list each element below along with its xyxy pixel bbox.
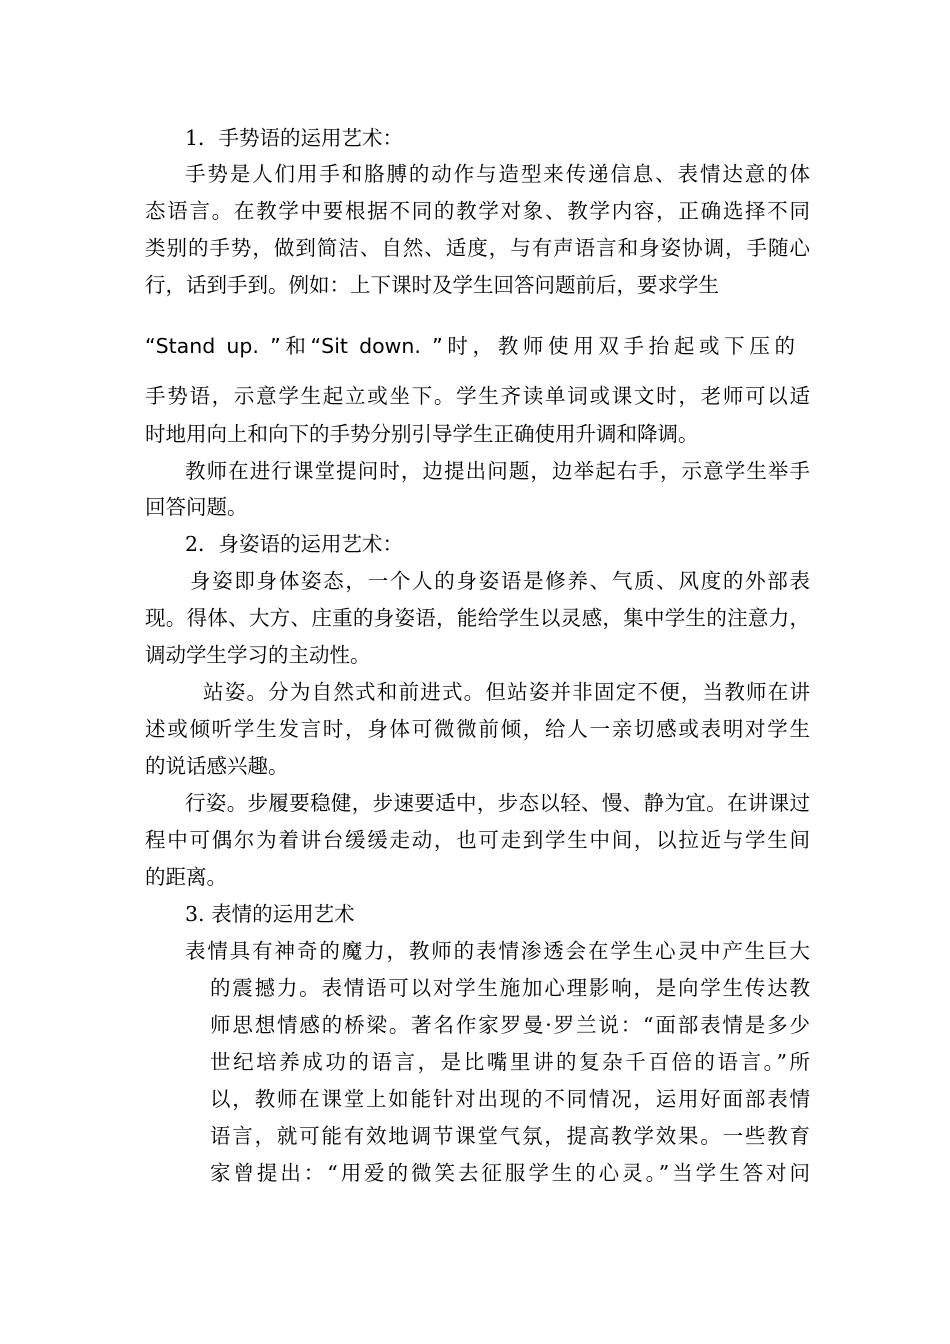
paragraph-line: 站姿。分为自然式和前进式。但站姿并非固定不便，当教师在讲 bbox=[203, 680, 810, 704]
paragraph-line: 的距离。 bbox=[145, 865, 227, 889]
paragraph-line: 时地用向上和向下的手势分别引导学生正确使用升调和降调。 bbox=[145, 422, 699, 446]
paragraph-line: 的震撼力。表情语可以对学生施加心理影响，是向学生传达教 bbox=[210, 976, 810, 1000]
section-heading-posture: 2．身姿语的运用艺术： bbox=[185, 532, 404, 556]
paragraph-line: 态语言。在教学中要根据不同的教学对象、教学内容，正确选择不同 bbox=[145, 199, 810, 223]
paragraph-line: 回答问题。 bbox=[145, 495, 248, 519]
paragraph-line: 教师在进行课堂提问时，边提出问题，边举起右手，示意学生举手 bbox=[185, 459, 810, 483]
paragraph-line: 手势是人们用手和胳膊的动作与造型来传递信息、表情达意的体 bbox=[185, 162, 810, 186]
paragraph-line: 类别的手势，做到简洁、自然、适度，与有声语言和身姿协调，手随心 bbox=[145, 236, 810, 260]
paragraph-line: 师思想情感的桥梁。著名作家罗曼·罗兰说：“面部表情是多少 bbox=[210, 1013, 810, 1037]
paragraph-line: 行姿。步履要稳健，步速要适中，步态以轻、慢、静为宜。在讲课过 bbox=[185, 791, 810, 815]
paragraph-line: 以，教师在课堂上如能针对出现的不同情况，运用好面部表情 bbox=[210, 1087, 810, 1111]
paragraph-line-english: “Stand up. ”和“Sit down. ”时，教师使用双手抬起或下压的 bbox=[145, 334, 795, 358]
paragraph-line: 家曾提出：“用爱的微笑去征服学生的心灵。”当学生答对问 bbox=[210, 1161, 810, 1185]
paragraph-line: 身姿即身体姿态，一个人的身姿语是修养、气质、风度的外部表 bbox=[190, 569, 810, 593]
section-heading-gestures: 1．手势语的运用艺术： bbox=[185, 126, 404, 150]
paragraph-line: 调动学生学习的主动性。 bbox=[145, 643, 371, 667]
paragraph-line: 行，话到手到。例如：上下课时及学生回答问题前后，要求学生 bbox=[145, 273, 719, 297]
paragraph-line: 现。得体、大方、庄重的身姿语，能给学生以灵感，集中学生的注意力， bbox=[145, 606, 810, 630]
paragraph-line: 述或倾听学生发言时，身体可微微前倾，给人一亲切感或表明对学生 bbox=[145, 717, 810, 741]
paragraph-line: 表情具有神奇的魔力，教师的表情渗透会在学生心灵中产生巨大 bbox=[185, 939, 810, 963]
paragraph-line: 的说话感兴趣。 bbox=[145, 754, 289, 778]
paragraph-line: 手势语，示意学生起立或坐下。学生齐读单词或课文时，老师可以适 bbox=[145, 384, 810, 408]
paragraph-line: 程中可偶尔为着讲台缓缓走动，也可走到学生中间，以拉近与学生间 bbox=[145, 828, 810, 852]
paragraph-line: 世纪培养成功的语言，是比嘴里讲的复杂千百倍的语言。”所 bbox=[210, 1050, 810, 1074]
paragraph-line: 语言，就可能有效地调节课堂气氛，提高教学效果。一些教育 bbox=[210, 1124, 810, 1148]
section-heading-expression: 3. 表情的运用艺术 bbox=[185, 902, 355, 926]
